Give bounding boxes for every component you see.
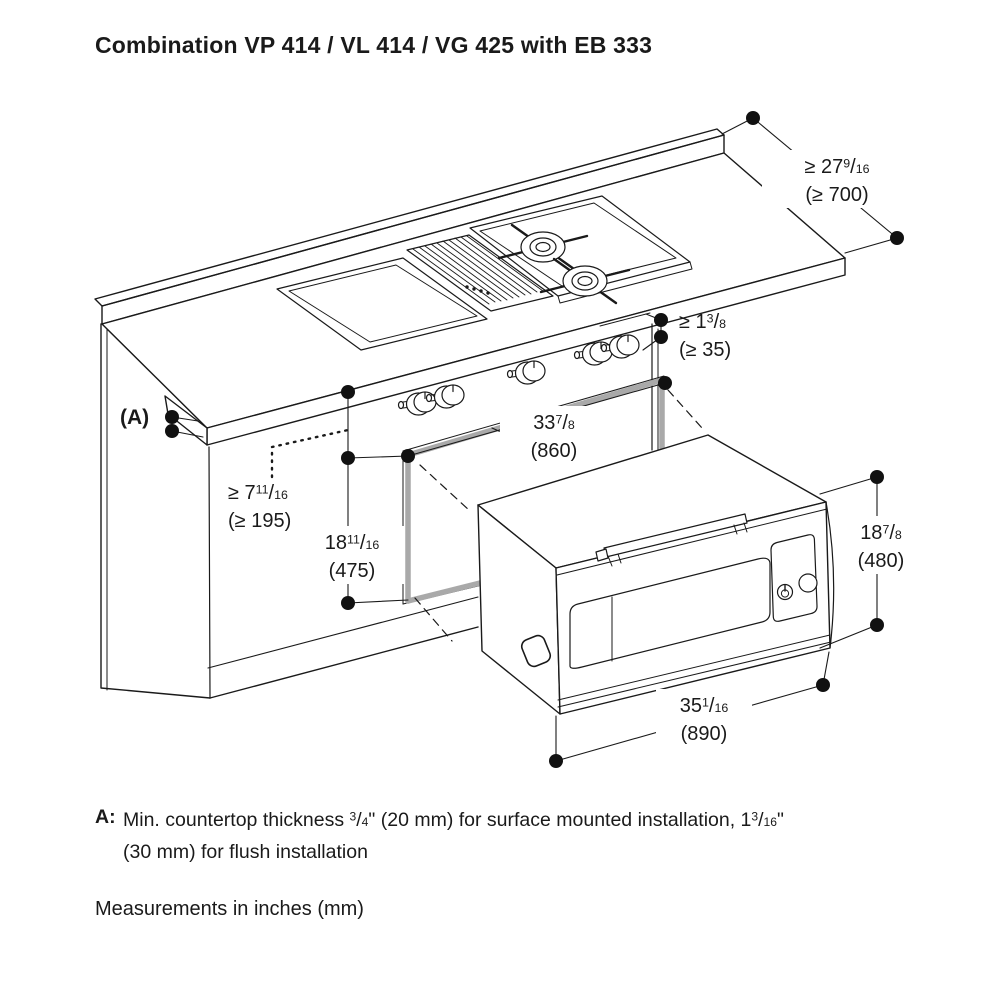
dim-label-oven-height: $18^7/8$ (480)	[841, 516, 921, 574]
dim-label-cutout-height: $18^{11}/16$ (475)	[300, 526, 404, 584]
oven-control-knob	[799, 574, 817, 592]
dim-label-cutout-width: $33^7/8$ (860)	[500, 406, 608, 464]
oven-power-knob	[778, 585, 793, 600]
dim-label-oven-width: $35^1/16$ (890)	[656, 689, 752, 747]
note-a-text: Min. countertop thickness $^3$/4" (20 mm) for surface mounted installation, $1^3/16$" (30 mm) for flush installation	[123, 809, 784, 864]
oven	[478, 435, 834, 714]
dim-label-countertop-depth: ≥ $27^9/16$ (≥ 700)	[762, 150, 912, 208]
page-title: Combination VP 414 / VL 414 / VG 425 with EB 333	[95, 32, 653, 58]
note-a-label: A:	[95, 806, 116, 828]
dim-label-marker-a: (A)	[120, 406, 150, 429]
dim-line-side-clearance	[272, 430, 348, 477]
dim-label-gap: ≥ $1^3/8$ (≥ 35)	[679, 310, 732, 361]
cabinet-toe-kick	[210, 627, 478, 698]
knob-3	[508, 361, 546, 384]
dim-label-side-clearance: ≥ $7^{11}/16$ (≥ 195)	[228, 481, 292, 532]
note-a	[95, 802, 975, 867]
oven-control-panel	[771, 535, 817, 622]
units-note: Measurements in inches (mm)	[95, 898, 364, 920]
